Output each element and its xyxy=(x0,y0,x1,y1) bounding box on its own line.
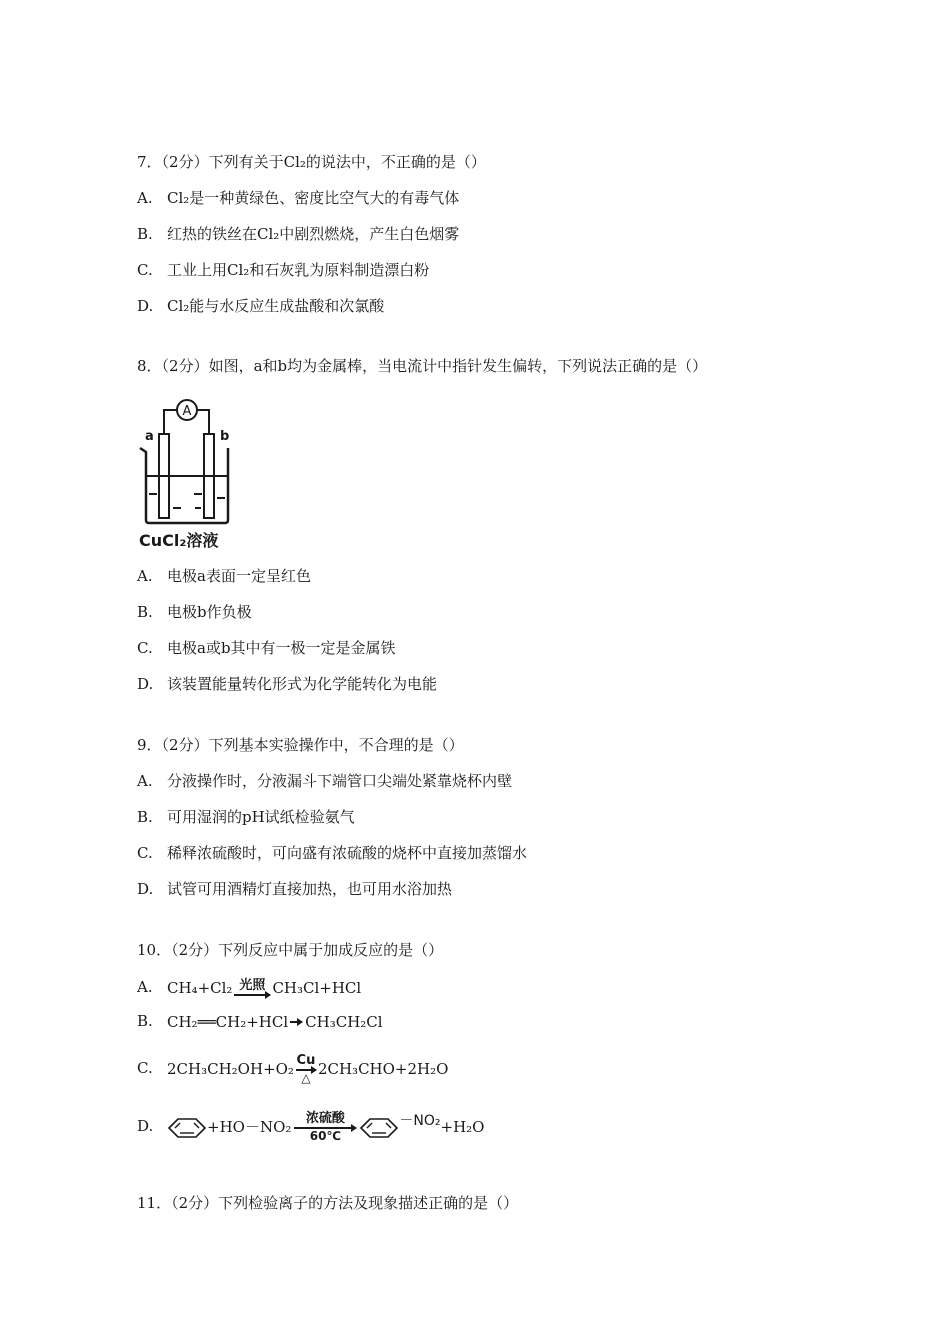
question-7-option-a xyxy=(137,188,459,208)
electrolysis-figure xyxy=(137,398,242,550)
option-text: 该装置能量转化形式为化学能转化为电能 xyxy=(167,675,438,693)
question-8-option-d xyxy=(137,674,437,694)
question-7-option-b xyxy=(137,224,459,244)
question-7-option-c xyxy=(137,260,429,280)
option-label: D. xyxy=(137,880,154,898)
question-7-stem: 7．（2分）下列有关于Cl₂的说法中，不正确的是（） xyxy=(137,153,486,171)
reaction-condition-bottom: 60℃ xyxy=(309,1128,341,1143)
electrode-a-label: a xyxy=(145,429,154,444)
option-text: 电极b作负极 xyxy=(167,603,252,621)
option-label: B. xyxy=(137,808,153,826)
products-tail: +H₂O xyxy=(440,1118,485,1136)
benzene-ring-icon xyxy=(167,1103,207,1151)
option-text: 分液操作时，分液漏斗下端管口尖端处紧靠烧杯内壁 xyxy=(167,772,513,790)
option-label: C. xyxy=(137,261,153,279)
question-9-stem: 9．（2分）下列基本实验操作中，不合理的是（） xyxy=(137,736,464,754)
question-9-option-c xyxy=(137,843,527,863)
reaction-condition-top: Cu xyxy=(296,1052,316,1068)
option-label: C. xyxy=(137,639,153,657)
question-8-option-b xyxy=(137,602,252,622)
right-wire xyxy=(197,410,209,434)
option-label: C. xyxy=(137,1059,153,1077)
option-label: D. xyxy=(137,675,154,693)
question-9-option-a xyxy=(137,771,512,791)
reaction-condition-bottom: △ xyxy=(301,1070,311,1085)
reaction-arrow xyxy=(234,979,270,997)
reaction-arrow xyxy=(290,1020,302,1024)
question-9-option-b xyxy=(137,807,355,827)
figure-caption: CuCl₂溶液 xyxy=(139,531,219,550)
ammeter-label: A xyxy=(182,404,192,419)
products: CH₃CH₂Cl xyxy=(305,1013,383,1031)
question-10-option-c xyxy=(137,1048,448,1088)
question-8-stem: 8．（2分）如图，a和b均为金属棒，当电流计中指针发生偏转，下列说法正确的是（） xyxy=(137,357,708,375)
question-8-option-a xyxy=(137,566,311,586)
nitrobenzene-ring-icon xyxy=(359,1103,399,1151)
left-wire xyxy=(164,410,177,434)
nitro-group: －NO₂ xyxy=(399,1113,441,1129)
option-text: Cl₂能与水反应生成盐酸和次氯酸 xyxy=(167,297,385,315)
option-label: A. xyxy=(137,772,153,790)
electrode-b-label: b xyxy=(220,429,230,444)
reactants: +HO－NO₂ xyxy=(207,1118,292,1136)
arrow-icon xyxy=(294,1127,356,1129)
option-label: B. xyxy=(137,1012,153,1030)
option-text: 红热的铁丝在Cl₂中剧烈燃烧，产生白色烟雾 xyxy=(167,225,460,243)
option-text: 可用湿润的pH试纸检验氨气 xyxy=(167,808,355,826)
products: CH₃Cl+HCl xyxy=(272,979,362,997)
reaction-arrow xyxy=(296,1054,316,1085)
option-text: 电极a表面一定呈红色 xyxy=(167,567,311,585)
question-9-option-d xyxy=(137,879,452,899)
option-label: B. xyxy=(137,225,153,243)
arrow-icon xyxy=(234,994,270,996)
option-label: A. xyxy=(137,189,153,207)
option-label: C. xyxy=(137,844,153,862)
question-8-option-c xyxy=(137,638,396,658)
option-text: 试管可用酒精灯直接加热，也可用水浴加热 xyxy=(167,880,453,898)
question-10-option-b xyxy=(137,1011,383,1032)
question-11-stem: 11．（2分）下列检验离子的方法及现象描述正确的是（） xyxy=(137,1194,519,1212)
reaction-condition-top: 浓硫酸 xyxy=(305,1110,345,1126)
option-text: 工业上用Cl₂和石灰乳为原料制造漂白粉 xyxy=(167,261,430,279)
option-label: D. xyxy=(137,1117,154,1135)
reactants: 2CH₃CH₂OH+O₂ xyxy=(167,1060,294,1078)
question-10-option-a xyxy=(137,972,361,1002)
reactants: CH₄+Cl₂ xyxy=(167,979,233,997)
option-text: 稀释浓硫酸时，可向盛有浓硫酸的烧杯中直接加蒸馏水 xyxy=(167,844,528,862)
reaction-arrow xyxy=(294,1112,356,1143)
question-7-option-d xyxy=(137,296,384,316)
reaction-condition: 光照 xyxy=(239,978,266,993)
option-text: Cl₂是一种黄绿色、密度比空气大的有毒气体 xyxy=(167,189,460,207)
products: 2CH₃CHO+2H₂O xyxy=(317,1060,449,1078)
question-10-option-d xyxy=(137,1102,484,1150)
option-label: A. xyxy=(137,978,153,996)
option-text: 电极a或b其中有一极一定是金属铁 xyxy=(167,639,396,657)
arrow-icon xyxy=(296,1069,316,1071)
question-10-stem: 10．（2分）下列反应中属于加成反应的是（） xyxy=(137,941,444,959)
reactants: CH₂══CH₂+HCl xyxy=(167,1013,289,1031)
option-label: D. xyxy=(137,297,154,315)
beaker-diagram xyxy=(137,398,242,550)
option-label: B. xyxy=(137,603,153,621)
arrow-icon xyxy=(290,1021,302,1023)
option-label: A. xyxy=(137,567,153,585)
